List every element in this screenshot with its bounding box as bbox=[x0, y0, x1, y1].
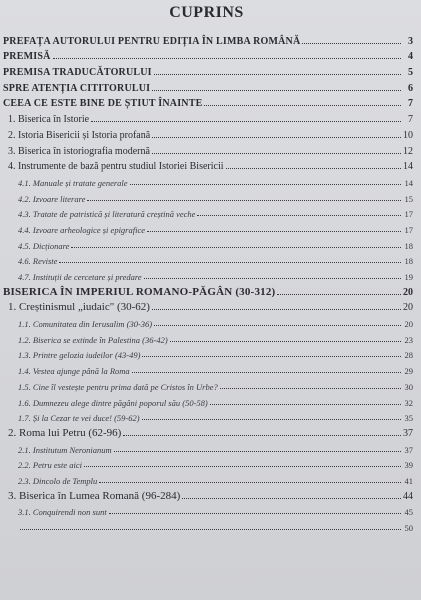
toc-entry-page-number: 37 bbox=[404, 444, 413, 455]
toc-entry-title: 2. Istoria Bisericii și Istoria profană bbox=[8, 129, 151, 141]
toc-entry-page-number: 35 bbox=[404, 413, 413, 424]
dot-leader bbox=[210, 404, 401, 405]
dot-leader bbox=[154, 74, 401, 75]
toc-entry-title: 2.3. Dincolo de Templu bbox=[18, 475, 98, 486]
toc-entry-page-number: 14 bbox=[403, 161, 413, 173]
toc-entry-title: 1. Creștinismul „iudaic" (30-62) bbox=[8, 301, 150, 314]
toc-entry-page-number: 29 bbox=[404, 366, 413, 377]
toc-entry bbox=[0, 235, 413, 251]
dot-leader bbox=[170, 341, 401, 342]
dot-leader bbox=[277, 294, 401, 295]
toc-entry-title: 2.2. Petru este aici bbox=[18, 460, 82, 471]
dot-leader bbox=[302, 43, 401, 44]
toc-entry bbox=[0, 109, 413, 125]
toc-entry-page-number: 19 bbox=[404, 272, 413, 282]
toc-entry-page-number: 17 bbox=[404, 209, 413, 220]
dot-leader bbox=[84, 466, 401, 467]
toc-entry-page-number: 30 bbox=[404, 381, 413, 392]
toc-entry bbox=[0, 31, 413, 47]
dot-leader bbox=[147, 231, 401, 232]
toc-entry bbox=[0, 486, 413, 502]
toc-entry bbox=[0, 282, 413, 298]
toc-entry-page-number: 7 bbox=[408, 114, 413, 126]
toc-entry-page-number: 20 bbox=[404, 319, 413, 330]
dot-leader bbox=[197, 215, 401, 216]
toc-entry-page-number: 18 bbox=[404, 256, 413, 267]
toc-entry-page-number: 45 bbox=[404, 507, 413, 518]
toc-entry-title: 3. Biserica în Lumea Romană (96-284) bbox=[8, 489, 181, 502]
dot-leader bbox=[114, 451, 401, 452]
toc-entry-title: PREMISĂ bbox=[3, 51, 51, 63]
toc-entry bbox=[0, 298, 413, 314]
toc-entry bbox=[0, 62, 413, 78]
toc-entry-page-number: 23 bbox=[404, 334, 413, 345]
toc-entry-page-number: 12 bbox=[403, 145, 413, 157]
toc-entry-title: PREFAȚA AUTORULUI PENTRU EDIȚIA ÎN LIMBA ROMÂNĂ bbox=[3, 35, 301, 47]
page-title: CUPRINS bbox=[169, 4, 244, 21]
toc-entry-title: 1.7. Și la Cezar te vei duce! (59-62) bbox=[18, 413, 140, 424]
dot-leader bbox=[123, 435, 401, 436]
dot-leader bbox=[130, 184, 401, 185]
toc-entry-title: 1. Biserica în Istorie bbox=[8, 114, 90, 126]
dot-leader bbox=[204, 105, 401, 106]
dot-leader bbox=[71, 247, 401, 248]
toc-entry bbox=[0, 502, 413, 518]
toc-entry-title: 1.4. Vestea ajunge până la Roma bbox=[18, 366, 130, 377]
toc-entry bbox=[0, 125, 413, 141]
toc-entry bbox=[0, 470, 413, 486]
toc-entry-page-number: 7 bbox=[408, 98, 413, 110]
toc-entry bbox=[0, 94, 413, 110]
toc-entry-page-number: 15 bbox=[404, 193, 413, 204]
dot-leader bbox=[132, 372, 401, 373]
dot-leader bbox=[220, 388, 401, 389]
toc-entry-title: 4.2. Izvoare literare bbox=[18, 193, 86, 204]
toc-entry-page-number: 50 bbox=[404, 523, 413, 533]
toc-entry bbox=[0, 47, 413, 63]
toc-entry-title: 1.2. Biserica se extinde în Palestina (36-42) bbox=[18, 334, 168, 345]
toc-entry bbox=[0, 78, 413, 94]
dot-leader bbox=[182, 498, 401, 499]
toc-entry-title: 4.5. Dicționare bbox=[18, 240, 70, 251]
toc-entry-page-number: 17 bbox=[404, 224, 413, 235]
toc-entry bbox=[0, 408, 413, 424]
toc-entry bbox=[0, 392, 413, 408]
toc-entry bbox=[0, 329, 413, 345]
dot-leader bbox=[152, 153, 401, 154]
dot-leader bbox=[152, 309, 401, 310]
toc-entry bbox=[0, 251, 413, 267]
toc-entry bbox=[0, 455, 413, 471]
toc-entry-page-number: 32 bbox=[404, 397, 413, 408]
toc-entry-page-number: 4 bbox=[408, 51, 413, 63]
toc-entry bbox=[0, 172, 413, 188]
toc-entry bbox=[0, 376, 413, 392]
dot-leader bbox=[109, 513, 401, 514]
toc-entry bbox=[0, 219, 413, 235]
toc-entry-title: BISERICA ÎN IMPERIUL ROMANO-PĂGÂN (30-312) bbox=[3, 285, 276, 298]
dot-leader bbox=[144, 278, 401, 279]
toc-entry-title: 4. Instrumente de bază pentru studiul Istoriei Bisericii bbox=[8, 161, 224, 173]
toc-entry-page-number: 10 bbox=[403, 129, 413, 141]
toc-entry bbox=[0, 141, 413, 157]
dot-leader bbox=[87, 200, 401, 201]
dot-leader bbox=[226, 168, 402, 169]
dot-leader bbox=[142, 356, 401, 357]
toc-entry-title: CEEA CE ESTE BINE DE ȘTIUT ÎNAINTE bbox=[3, 98, 203, 110]
toc-entry-title: 4.6. Reviste bbox=[18, 256, 58, 267]
toc-entry bbox=[0, 188, 413, 204]
toc-entry-page-number: 6 bbox=[408, 82, 413, 94]
toc-entry bbox=[0, 345, 413, 361]
toc-entry-title: 4.3. Tratate de patristică și literatură creștină veche bbox=[18, 209, 196, 220]
toc-entry-page-number: 28 bbox=[404, 350, 413, 361]
toc-entry-title: PREMISA TRADUCĂTORULUI bbox=[3, 67, 152, 79]
dot-leader bbox=[53, 58, 401, 59]
toc-entry bbox=[0, 360, 413, 376]
toc-entry-title: 4.7. Instituții de cercetare și predare bbox=[18, 272, 142, 282]
toc-entry-title: 2.1. Institutum Neronianum bbox=[18, 444, 112, 455]
toc-entry bbox=[0, 266, 413, 282]
dot-leader bbox=[59, 262, 401, 263]
dot-leader bbox=[152, 90, 401, 91]
dot-leader bbox=[99, 482, 401, 483]
toc-entry-page-number: 3 bbox=[408, 35, 413, 47]
toc-entry-page-number: 41 bbox=[404, 475, 413, 486]
toc-entry-title: 1.3. Printre gelozia iudeilor (43-49) bbox=[18, 350, 141, 361]
toc-entry-title: 1.5. Cine îl vestește pentru prima dată pe Cristos în Urbe? bbox=[18, 381, 218, 392]
toc-entry-title: 2. Roma lui Petru (62-96) bbox=[8, 426, 122, 439]
toc-entry-title: 4.4. Izvoare arheologice și epigrafice bbox=[18, 224, 146, 235]
dot-leader bbox=[20, 529, 401, 530]
toc-entry bbox=[0, 157, 413, 173]
toc-entry-page-number: 44 bbox=[403, 490, 413, 502]
toc-entry bbox=[0, 517, 413, 533]
toc-entry bbox=[0, 439, 413, 455]
toc-entry-page-number: 18 bbox=[404, 240, 413, 251]
toc-entry-page-number: 5 bbox=[408, 67, 413, 79]
toc-entry-page-number: 37 bbox=[403, 427, 413, 439]
toc-entry-title: 4.1. Manuale și tratate generale bbox=[18, 177, 128, 188]
table-of-contents bbox=[0, 31, 413, 533]
toc-entry-page-number: 14 bbox=[404, 177, 413, 188]
dot-leader bbox=[142, 419, 401, 420]
toc-entry-page-number: 39 bbox=[404, 460, 413, 471]
dot-leader bbox=[154, 325, 401, 326]
toc-entry-title: SPRE ATENȚIA CITITORULUI bbox=[3, 82, 151, 94]
toc-entry-title: 1.6. Dumnezeu alege dintre păgâni poporul său (50-58) bbox=[18, 397, 208, 408]
toc-entry-page-number: 20 bbox=[403, 302, 413, 314]
dot-leader bbox=[91, 121, 401, 122]
toc-entry-title: 1.1. Comunitatea din Ierusalim (30-36) bbox=[18, 319, 153, 330]
toc-entry-title: 3.1. Conquirendi non sunt bbox=[18, 507, 107, 518]
toc-entry-page-number: 20 bbox=[403, 286, 413, 298]
dot-leader bbox=[152, 137, 401, 138]
toc-entry bbox=[0, 423, 413, 439]
toc-entry bbox=[0, 204, 413, 220]
toc-entry bbox=[0, 313, 413, 329]
toc-entry-title: 3. Biserica în istoriografia modernă bbox=[8, 145, 150, 157]
